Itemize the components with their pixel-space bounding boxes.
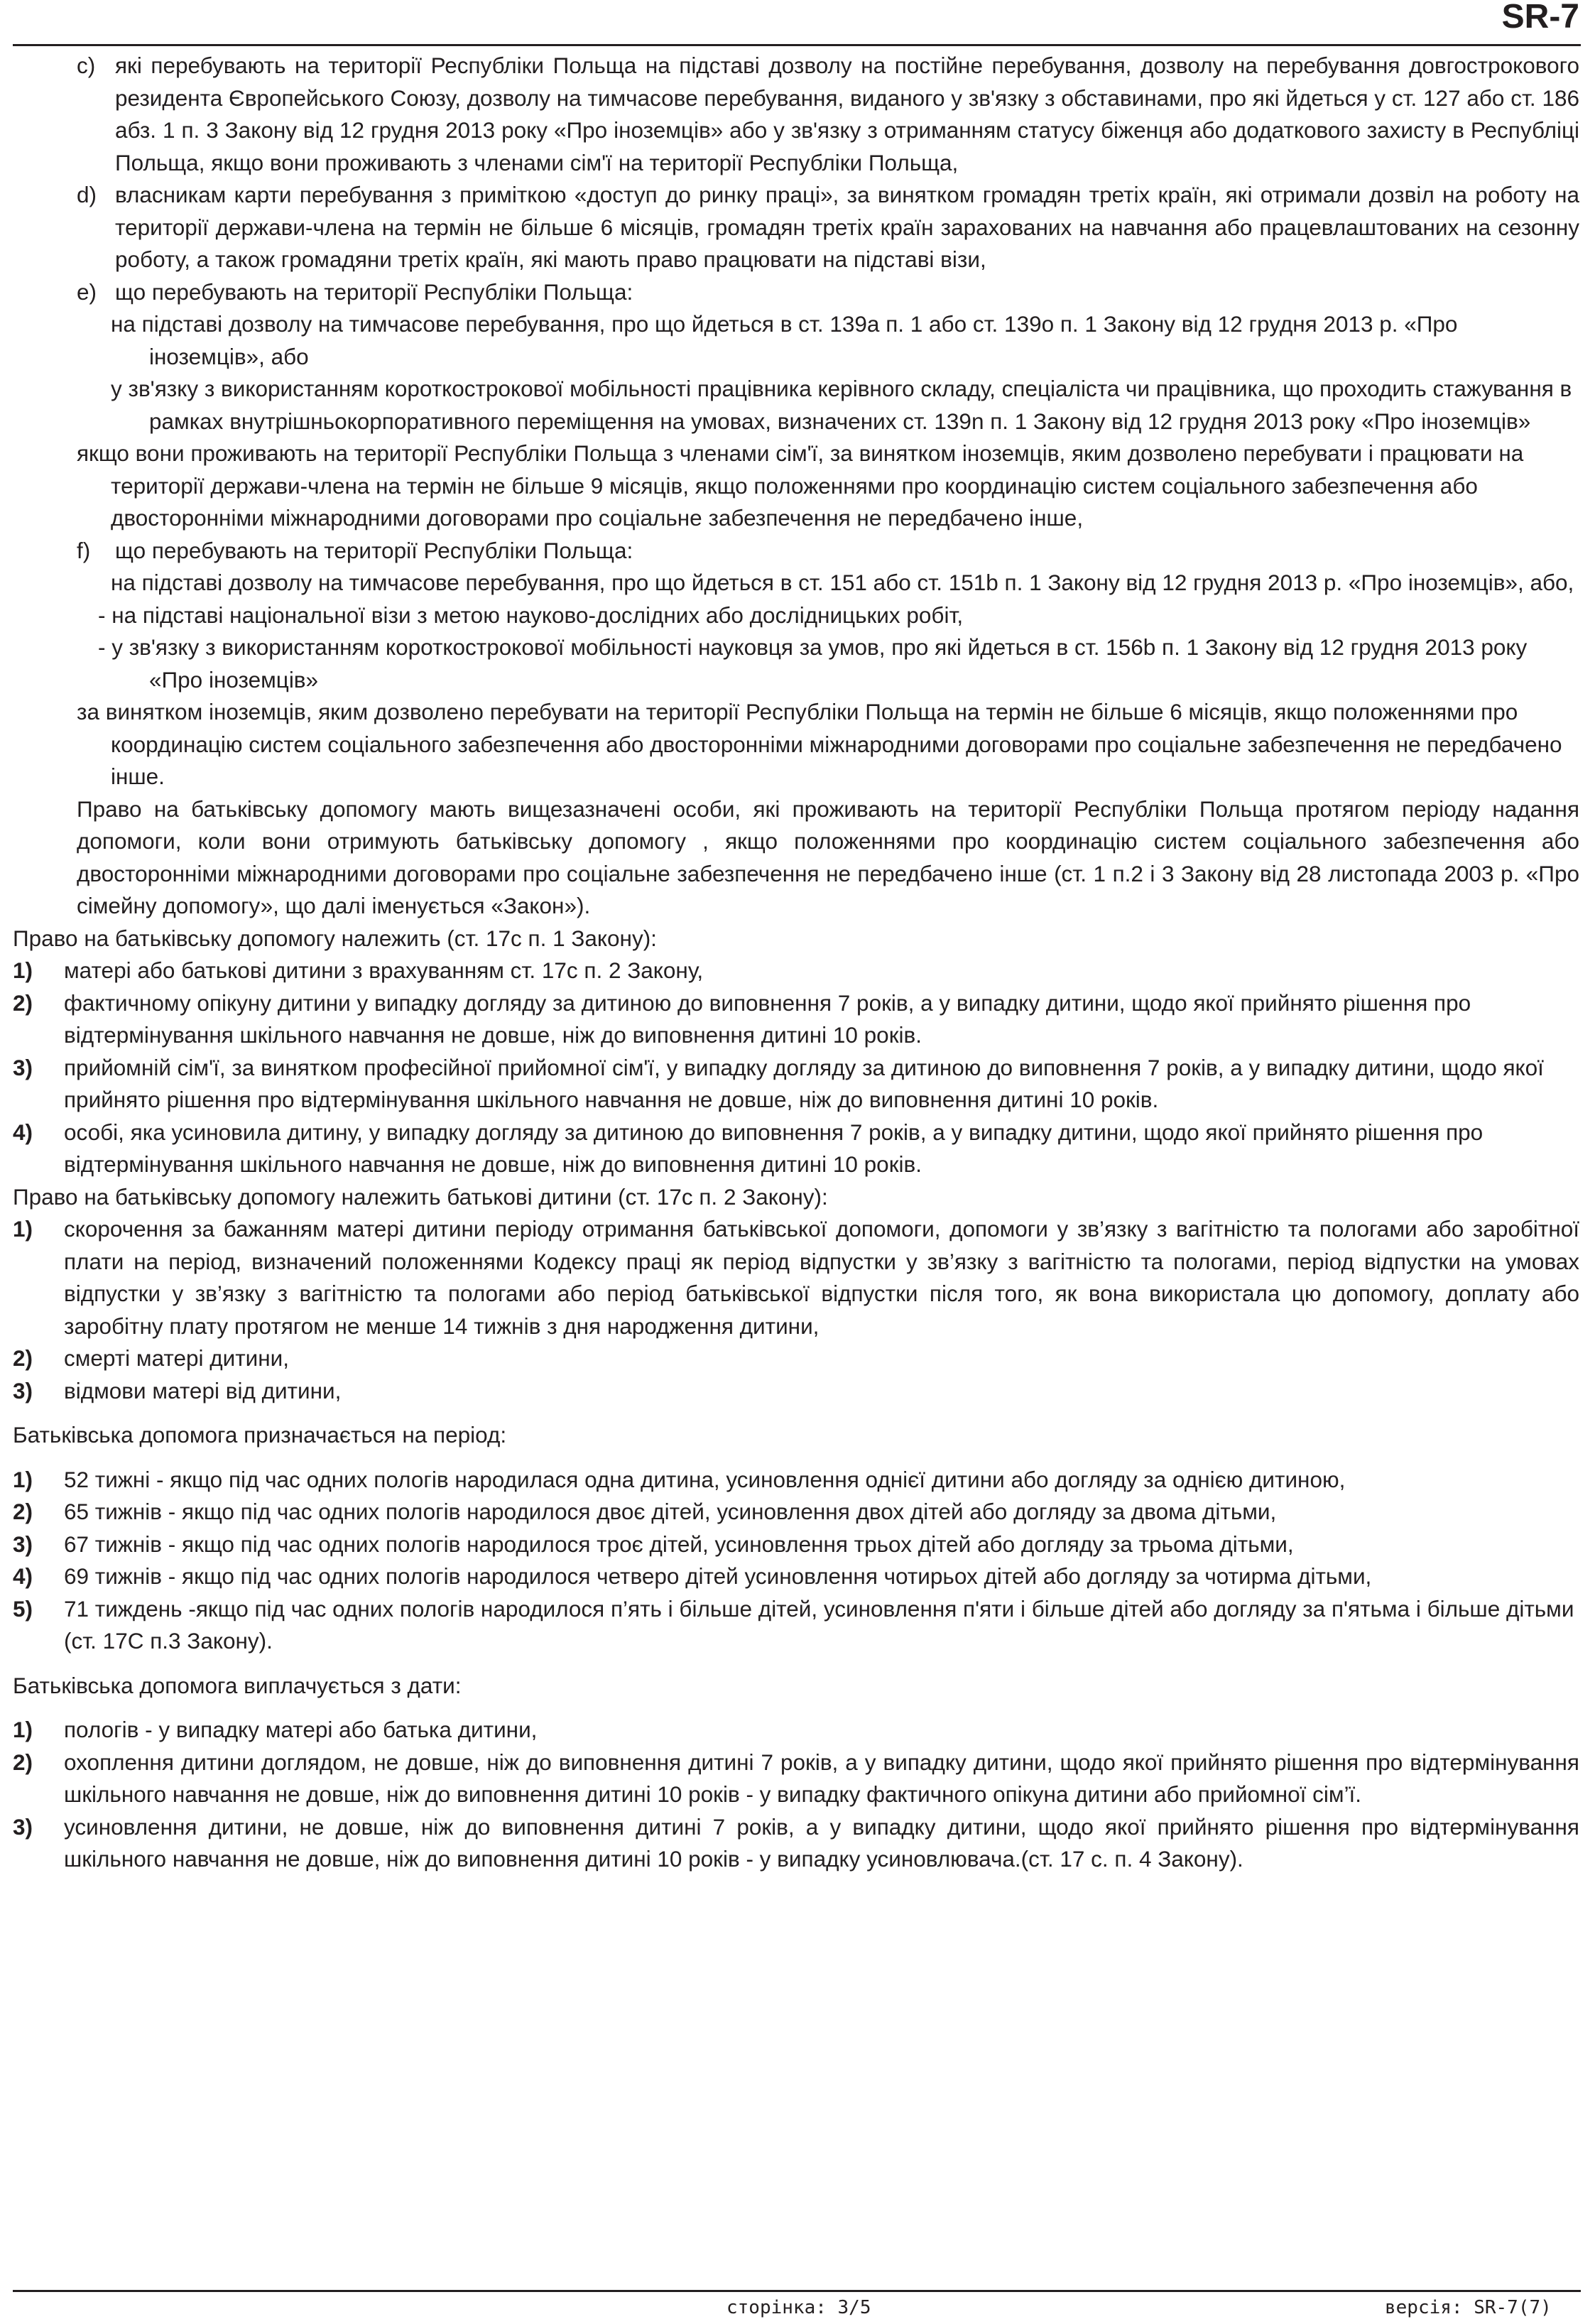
item-text: матері або батькові дитини з врахуванням ст. 17c п. 2 Закону, <box>64 957 704 983</box>
top-divider <box>13 44 1581 46</box>
f-dash-item: - у зв'язку з використанням короткострокової мобільності науковця за умов, про які йдеться в ст. 156b п. 1 Закону від 12 грудня 2013 року «Про іноземців» <box>98 634 1528 693</box>
list-item <box>13 1593 1579 1658</box>
f-sub-item: на підставі дозволу на тимчасове перебування, про що йдеться в ст. 151 або ст. 151b п. 1 Закону від 12 грудня 2013 р. «Про іноземців», або, <box>111 570 1574 595</box>
list-item-d <box>77 179 1579 276</box>
item-text: скорочення за бажанням матері дитини періоду отримання батьківської допомоги, допомоги у зв’язку з вагітністю та пологами або заробітної плати на період, визначений положеннями Кодексу праці як період відпустки у зв’язку з вагітністю та пологами, період відпустки на умовах відпустки у зв’язку з вагітністю та пологами або період батьківської відпустки після того, як вона використала цю допомогу, доплату або заробітну плату протягом не менше 14 тижнів з дня народження дитини, <box>64 1216 1579 1339</box>
list-item <box>13 1464 1579 1497</box>
spacer <box>13 1658 1579 1670</box>
item-number: 3) <box>13 1377 33 1403</box>
item-text: 65 тижнів - якщо під час одних пологів народилося двоє дітей, усиновлення двох дітей або догляду за двома дітьми, <box>64 1499 1277 1524</box>
item-text: прийомній сім'ї, за винятком професійної прийомної сім'ї, у випадку догляду за дитиною до виповнення 7 років, а у випадку дитини, щодо якої прийнято рішення про відтермінування шкільного навчання не довше, ніж до виповнення дитині 10 років. <box>64 1054 1544 1112</box>
item-text: усиновлення дитини, не довше, ніж до виповнення дитині 7 років, а у випадку дитини, щодо якої прийнято рішення про відтермінування шкільного навчання не довше, ніж до виповнення дитині 10 років - у випадку усиновлювача.(ст. 17 с. п. 4 Закону). <box>64 1813 1579 1872</box>
item-number: 1) <box>13 1466 33 1492</box>
item-number: 2) <box>13 989 33 1016</box>
list-item <box>13 1496 1579 1528</box>
list-item <box>13 1714 1579 1747</box>
item-number: 4) <box>13 1563 33 1589</box>
item-text: що перебувають на території Республіки Польща: <box>115 278 633 305</box>
e-closing-text: якщо вони проживають на території Республіки Польща з членами сім'ї, за винятком іноземців, яким дозволено перебувати і працювати на території держави-члена на термін не більше 9 місяців, якщо положеннями про координацію систем соціального забезпечення або двосторонніми міжнародними договорами про соціальне забезпечення не передбачено інше, <box>77 440 1524 531</box>
list-item <box>13 955 1579 987</box>
item-number: 2) <box>13 1499 33 1524</box>
form-version: версія: SR-7(7) <box>1385 2297 1552 2318</box>
list-item <box>13 1747 1579 1811</box>
page-number: сторінка: 3/5 <box>726 2297 871 2318</box>
item-label: e) <box>77 278 97 305</box>
section-heading: Право на батьківську допомогу належить (ст. 17c п. 1 Закону): <box>13 925 657 951</box>
item-label: f) <box>77 537 91 563</box>
section-heading: Батьківська допомога призначається на період: <box>13 1422 507 1448</box>
list-item-f <box>77 535 1579 568</box>
spacer <box>13 1452 1579 1464</box>
list-item-e <box>77 276 1579 309</box>
list-item-c <box>77 50 1579 179</box>
f-closing-text: за винятком іноземців, яким дозволено перебувати на території Республіки Польща на термін не більше 6 місяців, якщо положеннями про координацію систем соціального забезпечення або двосторонніми міжнародними договорами про соціальне забезпечення не передбачено інше. <box>77 699 1562 789</box>
e-sub-item: на підставі дозволу на тимчасове перебування, про що йдеться в ст. 139a п. 1 або ст. 139o п. 1 Закону від 12 грудня 2013 р. «Про іноземців», або <box>111 311 1458 369</box>
item-number: 3) <box>13 1813 33 1840</box>
item-number: 1) <box>13 1216 33 1242</box>
item-number: 2) <box>13 1749 33 1775</box>
item-text: 67 тижнів - якщо під час одних пологів народилося троє дітей, усиновлення трьох дітей або догляду за трьома дітьми, <box>64 1531 1294 1557</box>
bottom-divider <box>13 2290 1581 2292</box>
item-number: 3) <box>13 1531 33 1557</box>
item-text: фактичному опікуну дитини у випадку догляду за дитиною до виповнення 7 років, а у випадку дитини, щодо якої прийнято рішення про відтермінування шкільного навчання не довше, ніж до виповнення дитині 10 років. <box>64 989 1471 1048</box>
f-dash-item: - на підставі національної візи з метою науково-дослідних або дослідницьких робіт, <box>98 602 964 628</box>
item-text: власникам карти перебування з приміткою «доступ до ринку праці», за винятком громадян третіх країн, які отримали дозвіл на роботу на території держави-члена на термін не більше 6 місяців, громадян третіх країн зарахованих на навчання або працевлаштованих на сезонну роботу, а також громадяни третіх країн, які мають право працювати на підставі візи, <box>115 182 1579 272</box>
item-text: які перебувають на території Республіки Польща на підставі дозволу на постійне перебування, дозволу на перебування довгострокового резидента Європейського Союзу, дозволу на тимчасове перебування, виданого у зв'язку з обставинами, про які йдеться у ст. 127 або ст. 186 абз. 1 п. 3 Закону від 12 грудня 2013 року «Про іноземців» або у зв'язку з отриманням статусу біженця або додаткового захисту в Республіці Польща, якщо вони проживають з членами сім'ї на території Республіки Польща, <box>115 53 1579 175</box>
document-body <box>13 50 1579 1876</box>
item-label: d) <box>77 182 97 207</box>
right-paragraph: Право на батьківську допомогу мають вищезазначені особи, які проживають на території Республіки Польща протягом періоду надання допомоги, коли вони отримують батьківську допомогу , якщо положеннями про координацію систем соціального забезпечення або двосторонніми міжнародними договорами про соціальне забезпечення не передбачено інше (ст. 1 п.2 і 3 Закону від 28 листопада 2003 р. «Про сімейну допомогу», що далі іменується «Закон»). <box>77 796 1579 918</box>
item-text: 69 тижнів - якщо під час одних пологів народилося четверо дітей усиновлення чотирьох дітей або догляду за чотирма дітьми, <box>64 1563 1372 1589</box>
list-item <box>13 1052 1579 1117</box>
list-item <box>13 1342 1579 1375</box>
spacer <box>13 1702 1579 1714</box>
section-heading: Право на батьківську допомогу належить батькові дитини (ст. 17c п. 2 Закону): <box>13 1183 828 1210</box>
item-text: пологів - у випадку матері або батька дитини, <box>64 1717 538 1742</box>
list-item <box>13 1528 1579 1561</box>
item-label: c) <box>77 53 96 78</box>
item-text: що перебувають на території Республіки Польща: <box>115 537 633 563</box>
item-number: 4) <box>13 1119 33 1145</box>
e-sub-item: у зв'язку з використанням короткострокової мобільності працівника керівного складу, спеціаліста чи працівника, що проходить стажування в рамках внутрішньокорпоративного переміщення на умовах, визначених ст. 139n п. 1 Закону від 12 грудня 2013 року «Про іноземців» <box>111 376 1572 434</box>
item-number: 2) <box>13 1345 33 1371</box>
list-item <box>13 1117 1579 1181</box>
item-text: охоплення дитини доглядом, не довше, ніж до виповнення дитині 7 років, а у випадку дитини, щодо якої прийнято рішення про відтермінування шкільного навчання не довше, ніж до виповнення дитині 10 років - у випадку фактичного опікуна дитини або прийомної сім’ї. <box>64 1749 1579 1807</box>
item-text: смерті матері дитини, <box>64 1345 290 1371</box>
item-number: 1) <box>13 1717 33 1742</box>
item-text: відмови матері від дитини, <box>64 1377 342 1403</box>
list-item <box>13 1375 1579 1408</box>
list-item <box>13 987 1579 1052</box>
item-number: 3) <box>13 1054 33 1080</box>
list-item <box>13 1811 1579 1876</box>
section-heading: Батьківська допомога виплачується з дати: <box>13 1672 462 1698</box>
spacer <box>13 1407 1579 1419</box>
list-item <box>13 1560 1579 1593</box>
item-text: особі, яка усиновила дитину, у випадку догляду за дитиною до виповнення 7 років, а у випадку дитини, щодо якої прийнято рішення про відтермінування шкільного навчання не довше, ніж до виповнення дитині 10 років. <box>64 1119 1484 1177</box>
item-text: 71 тиждень -якщо під час одних пологів народилося п’ять і більше дітей, усиновлення п'яти і більше дітей або догляду за п'ятьма і більше дітьми (ст. 17C п.3 Закону). <box>64 1595 1574 1654</box>
form-code: SR-7 <box>1501 0 1579 36</box>
item-number: 1) <box>13 957 33 983</box>
item-text: 52 тижні - якщо під час одних пологів народилася одна дитина, усиновлення однієї дитини або догляду за однією дитиною, <box>64 1466 1346 1492</box>
list-item <box>13 1213 1579 1342</box>
item-number: 5) <box>13 1595 33 1622</box>
